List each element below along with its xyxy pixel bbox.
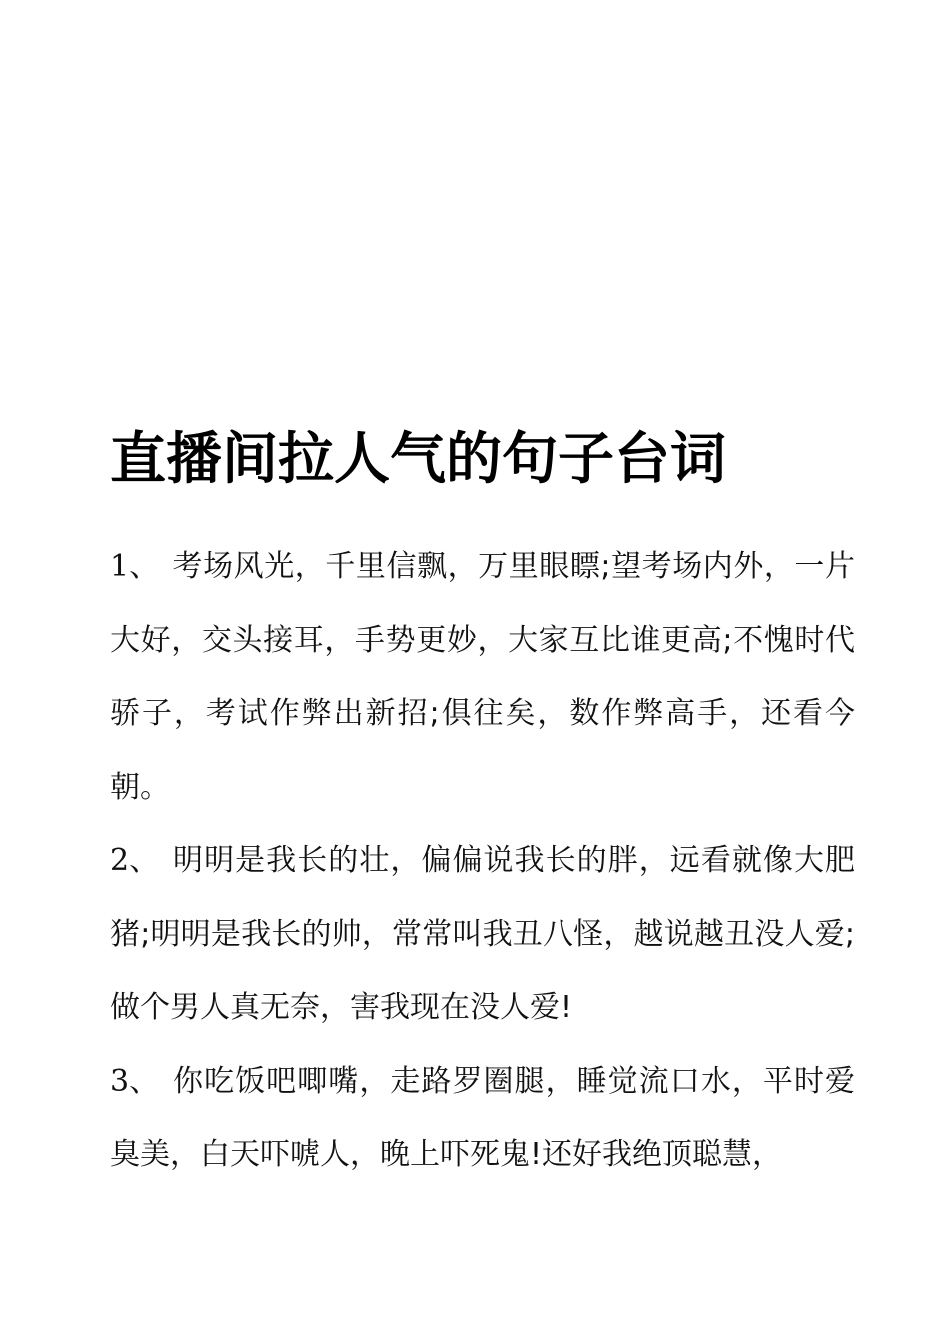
paragraph-1 [110, 530, 855, 824]
paragraph-number: 2、 [110, 843, 160, 878]
paragraph-text: 明明是我长的壮，偏偏说我长的胖，远看就像大肥猪;明明是我长的帅，常常叫我丑八怪，越说越丑没人爱;做个男人真无奈，害我现在没人爱! [110, 843, 855, 1025]
paragraph-text: 考场风光，千里信飘，万里眼瞟;望考场内外，一片大好，交头接耳，手势更妙，大家互比谁更高;不愧时代骄子，考试作弊出新招;俱往矣，数作弊高手，还看今朝。 [110, 549, 855, 805]
paragraph-text: 你吃饭吧唧嘴，走路罗圈腿，睡觉流口水，平时爱臭美，白天吓唬人，晚上吓死鬼!还好我绝顶聪慧， [110, 1063, 855, 1172]
paragraph-3 [110, 1045, 855, 1192]
paragraph-number: 1、 [110, 549, 160, 584]
document-body [110, 530, 855, 1192]
document-title: 直播间拉人气的句子台词 [110, 427, 726, 492]
paragraph-number: 3、 [110, 1063, 160, 1099]
paragraph-2 [110, 824, 855, 1045]
